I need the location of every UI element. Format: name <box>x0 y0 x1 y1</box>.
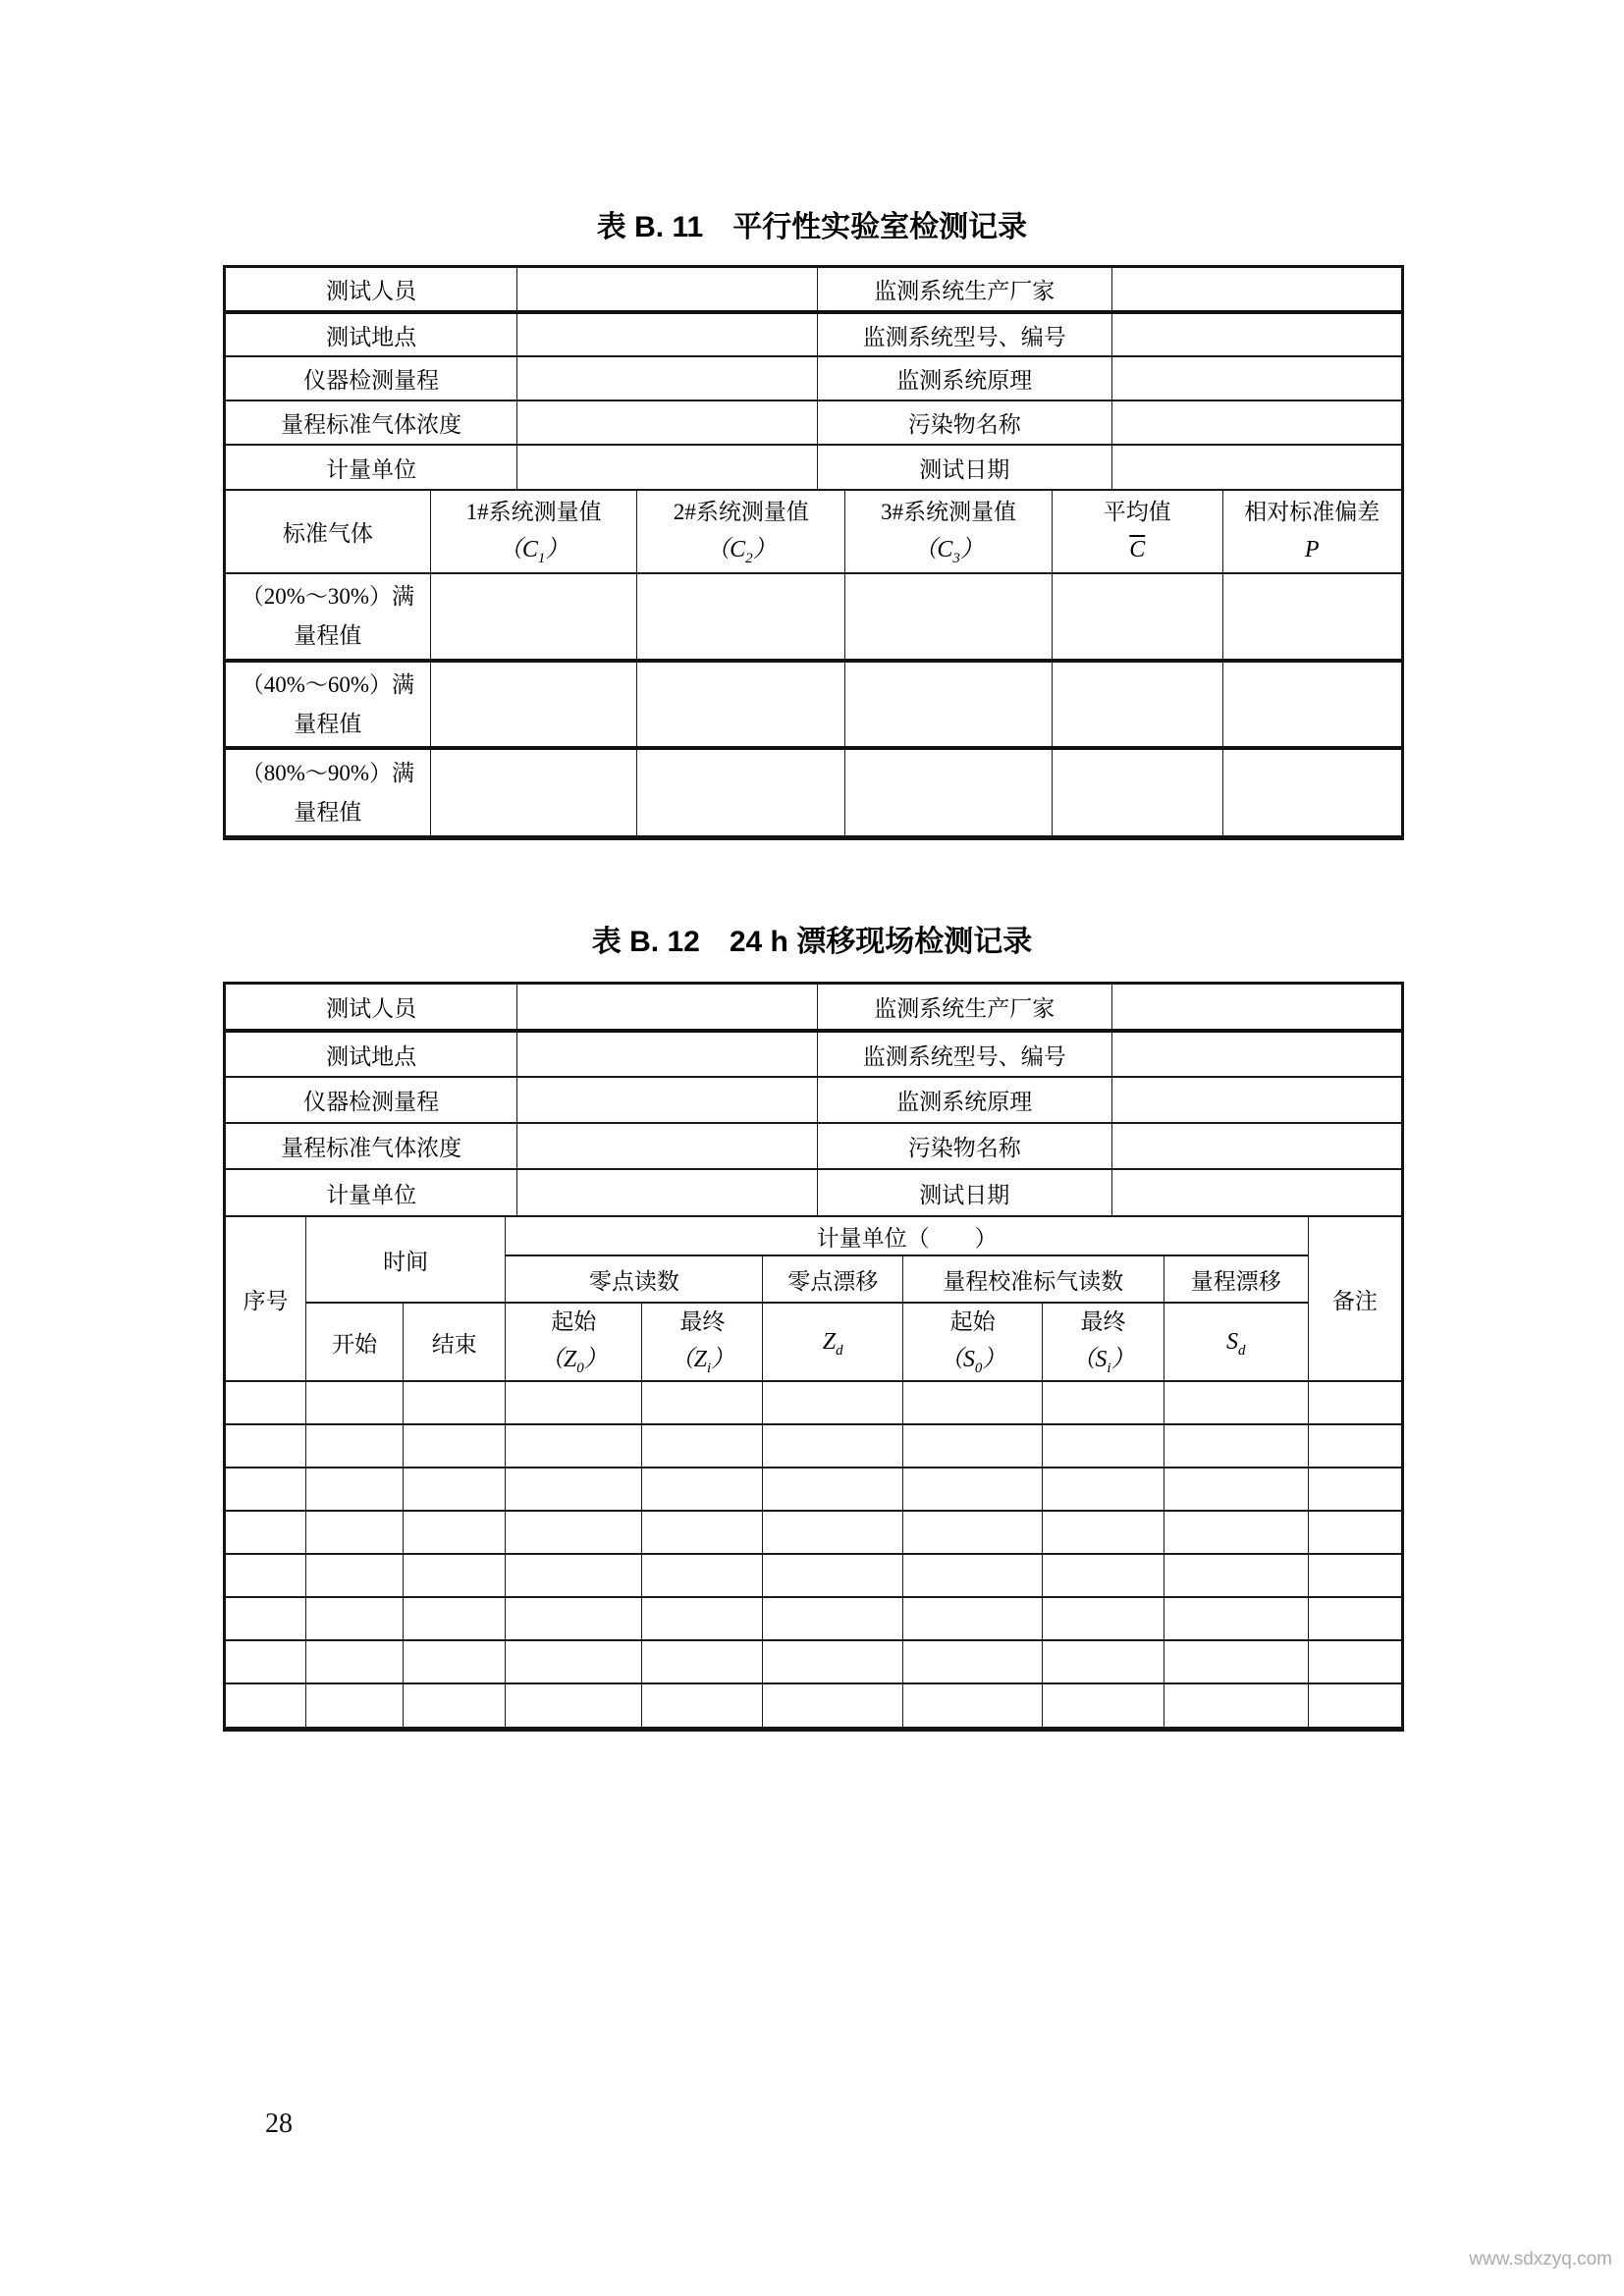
info-label: 计量单位 <box>226 445 517 489</box>
symbol-zi: $(Z_i)$ <box>670 1347 735 1376</box>
empty-cell <box>902 1511 1042 1554</box>
info-label: 测试人员 <box>226 268 517 312</box>
table-row <box>226 1031 1401 1077</box>
table-row <box>226 1169 1401 1215</box>
symbol-z0: $(Z_0)$ <box>539 1347 608 1376</box>
empty-cell <box>226 1554 305 1597</box>
empty-cell <box>763 1468 902 1511</box>
empty-cell <box>226 1468 305 1511</box>
empty-cell <box>1052 661 1222 748</box>
table-row <box>226 748 1401 835</box>
empty-cell <box>637 661 845 748</box>
info-value-cell <box>517 400 817 445</box>
empty-cell <box>305 1511 403 1554</box>
empty-cell <box>226 1381 305 1424</box>
empty-cell <box>506 1640 642 1683</box>
info-value-cell <box>1112 400 1401 445</box>
header-standard-gas: 标准气体 <box>226 490 430 573</box>
header-remark: 备注 <box>1308 1216 1401 1381</box>
empty-cell <box>1164 1683 1308 1727</box>
empty-cell <box>845 573 1053 661</box>
empty-cell <box>845 661 1053 748</box>
empty-cell <box>1043 1683 1164 1727</box>
header-span-reading: 量程校准标气读数 <box>902 1255 1164 1303</box>
table-b11 <box>223 265 1404 840</box>
info-value-cell <box>517 356 817 400</box>
empty-cell <box>404 1683 506 1727</box>
empty-row <box>226 1511 1401 1554</box>
info-label: 量程标准气体浓度 <box>226 1123 517 1169</box>
empty-cell <box>902 1597 1042 1640</box>
info-value-cell <box>1112 268 1401 312</box>
empty-cell <box>642 1597 763 1640</box>
empty-cell <box>1308 1468 1401 1511</box>
empty-cell <box>763 1683 902 1727</box>
header-span-drift: 量程漂移 <box>1164 1255 1308 1303</box>
header-z0: 起始 $(Z_0)$ <box>506 1303 642 1381</box>
table-b11-number: 表 B. 11 <box>596 211 704 243</box>
symbol-c3: $(C_3)$ <box>913 536 984 566</box>
info-value-cell <box>1112 356 1401 400</box>
empty-cell <box>637 748 845 835</box>
table-row <box>226 400 1401 445</box>
table-row <box>226 573 1401 661</box>
empty-cell <box>1043 1511 1164 1554</box>
info-value-cell <box>1112 1169 1401 1215</box>
info-label: 监测系统型号、编号 <box>817 1031 1111 1077</box>
table-row <box>226 1123 1401 1169</box>
empty-cell <box>305 1640 403 1683</box>
empty-cell <box>404 1468 506 1511</box>
empty-row <box>226 1683 1401 1727</box>
t2-body <box>226 1381 1401 1727</box>
empty-cell <box>226 1597 305 1640</box>
info-value-cell <box>1112 445 1401 489</box>
header-si: 最终 $(S_i)$ <box>1043 1303 1164 1381</box>
empty-cell <box>305 1683 403 1727</box>
header-start: 开始 <box>305 1303 403 1381</box>
table-b12-info-grid <box>226 985 1401 1215</box>
empty-cell <box>763 1424 902 1468</box>
header-rsd: 相对标准偏差 P <box>1222 490 1401 573</box>
table-b11-info-grid <box>226 268 1401 489</box>
info-value-cell <box>1112 1123 1401 1169</box>
info-label: 测试日期 <box>817 1169 1111 1215</box>
header-sd <box>1164 1303 1308 1381</box>
info-label: 仪器检测量程 <box>226 1077 517 1123</box>
empty-cell <box>305 1554 403 1597</box>
info-label: 污染物名称 <box>817 1123 1111 1169</box>
header-zero-drift: 零点漂移 <box>763 1255 902 1303</box>
header-row <box>226 1216 1401 1255</box>
empty-cell <box>430 573 637 661</box>
table-b11-measurement-grid <box>226 489 1401 835</box>
info-label: 污染物名称 <box>817 400 1111 445</box>
empty-cell <box>506 1554 642 1597</box>
symbol-zd: $Z_d$ <box>822 1328 843 1359</box>
empty-cell <box>642 1468 763 1511</box>
empty-cell <box>763 1554 902 1597</box>
header-unit: 计量单位（ ） <box>506 1216 1309 1255</box>
empty-cell <box>642 1381 763 1424</box>
empty-cell <box>404 1381 506 1424</box>
empty-cell <box>1164 1424 1308 1468</box>
table-row <box>226 268 1401 312</box>
range-label: （20%～30%）满 量程值 <box>226 573 430 661</box>
header-s0: 起始 $(S_0)$ <box>902 1303 1042 1381</box>
empty-cell <box>1308 1511 1401 1554</box>
header-zd <box>763 1303 902 1381</box>
empty-cell <box>763 1511 902 1554</box>
empty-row <box>226 1424 1401 1468</box>
empty-cell <box>305 1424 403 1468</box>
empty-cell <box>506 1381 642 1424</box>
header-system3: 3#系统测量值 $(C_3)$ <box>845 490 1053 573</box>
header-zi: 最终 $(Z_i)$ <box>642 1303 763 1381</box>
empty-cell <box>1043 1640 1164 1683</box>
range-label: （40%～60%）满 量程值 <box>226 661 430 748</box>
empty-cell <box>506 1511 642 1554</box>
empty-cell <box>506 1597 642 1640</box>
header-system2: 2#系统测量值 $(C_2)$ <box>637 490 845 573</box>
empty-cell <box>1308 1381 1401 1424</box>
info-value-cell <box>1112 985 1401 1031</box>
empty-cell <box>1164 1640 1308 1683</box>
info-label: 监测系统生产厂家 <box>817 268 1111 312</box>
empty-cell <box>305 1597 403 1640</box>
info-value-cell <box>517 1031 817 1077</box>
empty-cell <box>1308 1640 1401 1683</box>
info-value-cell <box>517 445 817 489</box>
empty-cell <box>642 1554 763 1597</box>
empty-row <box>226 1640 1401 1683</box>
symbol-p: P <box>1304 536 1320 562</box>
empty-cell <box>1052 573 1222 661</box>
info-value-cell <box>517 985 817 1031</box>
empty-cell <box>404 1511 506 1554</box>
empty-cell <box>506 1683 642 1727</box>
header-average: 平均值 $\overline{C}$ <box>1052 490 1222 573</box>
info-label: 仪器检测量程 <box>226 356 517 400</box>
header-time: 时间 <box>305 1216 505 1303</box>
info-value-cell <box>517 1077 817 1123</box>
empty-row <box>226 1554 1401 1597</box>
table-b11-title <box>0 202 1624 245</box>
empty-cell <box>226 1511 305 1554</box>
header-row <box>226 1303 1401 1381</box>
empty-cell <box>642 1424 763 1468</box>
empty-cell <box>506 1468 642 1511</box>
symbol-c1: $(C_1)$ <box>498 536 569 566</box>
empty-cell <box>1043 1554 1164 1597</box>
table-b12-drift-grid <box>226 1215 1401 1727</box>
empty-cell <box>226 1640 305 1683</box>
empty-cell <box>1308 1554 1401 1597</box>
empty-cell <box>763 1597 902 1640</box>
info-label: 量程标准气体浓度 <box>226 400 517 445</box>
info-label: 计量单位 <box>226 1169 517 1215</box>
empty-cell <box>902 1554 1042 1597</box>
empty-cell <box>1164 1511 1308 1554</box>
empty-cell <box>1043 1424 1164 1468</box>
empty-cell <box>902 1381 1042 1424</box>
header-zero-reading: 零点读数 <box>506 1255 763 1303</box>
empty-cell <box>404 1424 506 1468</box>
info-value-cell <box>1112 312 1401 356</box>
info-value-cell <box>517 1123 817 1169</box>
empty-cell <box>1164 1468 1308 1511</box>
empty-cell <box>1164 1381 1308 1424</box>
page-number: 28 <box>265 2109 293 2139</box>
table-b12-caption: 24 h 漂移现场检测记录 <box>729 926 1033 958</box>
empty-cell <box>1308 1424 1401 1468</box>
header-system1: 1#系统测量值 $(C_1)$ <box>430 490 637 573</box>
empty-cell <box>845 748 1053 835</box>
empty-cell <box>637 573 845 661</box>
empty-cell <box>404 1597 506 1640</box>
empty-cell <box>404 1640 506 1683</box>
empty-cell <box>642 1511 763 1554</box>
info-value-cell <box>517 1169 817 1215</box>
info-label: 测试地点 <box>226 312 517 356</box>
info-value-cell <box>1112 1031 1401 1077</box>
symbol-sd: $S_d$ <box>1226 1328 1246 1359</box>
info-label: 测试人员 <box>226 985 517 1031</box>
table-row <box>226 1077 1401 1123</box>
empty-cell <box>226 1424 305 1468</box>
header-row <box>226 490 1401 573</box>
empty-cell <box>1043 1381 1164 1424</box>
empty-cell <box>404 1554 506 1597</box>
empty-cell <box>1052 748 1222 835</box>
empty-cell <box>763 1381 902 1424</box>
empty-row <box>226 1468 1401 1511</box>
symbol-s0: $(S_0)$ <box>939 1347 1006 1376</box>
empty-cell <box>902 1640 1042 1683</box>
watermark: www.sdxzyq.com <box>1469 2249 1612 2269</box>
table-row <box>226 356 1401 400</box>
empty-cell <box>1222 661 1401 748</box>
empty-cell <box>1308 1683 1401 1727</box>
empty-cell <box>506 1424 642 1468</box>
table-b11-caption: 平行性实验室检测记录 <box>732 211 1028 243</box>
header-end: 结束 <box>404 1303 506 1381</box>
table-row <box>226 312 1401 356</box>
empty-cell <box>1222 748 1401 835</box>
symbol-c2: $(C_2)$ <box>706 536 777 566</box>
empty-cell <box>1164 1597 1308 1640</box>
table-b12-number: 表 B. 12 <box>591 926 700 958</box>
empty-cell <box>1164 1554 1308 1597</box>
header-serial: 序号 <box>226 1216 305 1381</box>
table-b12-title <box>0 917 1624 960</box>
info-label: 监测系统生产厂家 <box>817 985 1111 1031</box>
empty-cell <box>430 661 637 748</box>
empty-cell <box>1222 573 1401 661</box>
info-value-cell <box>517 312 817 356</box>
table-row <box>226 661 1401 748</box>
empty-cell <box>226 1683 305 1727</box>
table-row <box>226 445 1401 489</box>
info-value-cell <box>517 268 817 312</box>
empty-cell <box>763 1640 902 1683</box>
empty-cell <box>305 1468 403 1511</box>
info-label: 测试地点 <box>226 1031 517 1077</box>
info-label: 监测系统原理 <box>817 1077 1111 1123</box>
empty-cell <box>1043 1597 1164 1640</box>
info-label: 监测系统型号、编号 <box>817 312 1111 356</box>
empty-cell <box>305 1381 403 1424</box>
info-label: 监测系统原理 <box>817 356 1111 400</box>
symbol-c-bar: $\overline{C}$ <box>1129 536 1146 562</box>
empty-cell <box>902 1468 1042 1511</box>
empty-row <box>226 1381 1401 1424</box>
empty-cell <box>1043 1468 1164 1511</box>
empty-cell <box>902 1424 1042 1468</box>
empty-cell <box>642 1640 763 1683</box>
table-b12 <box>223 982 1404 1732</box>
info-value-cell <box>1112 1077 1401 1123</box>
table-row <box>226 985 1401 1031</box>
empty-cell <box>642 1683 763 1727</box>
info-label: 测试日期 <box>817 445 1111 489</box>
empty-cell <box>902 1683 1042 1727</box>
symbol-si: $(S_i)$ <box>1071 1347 1135 1376</box>
empty-cell <box>430 748 637 835</box>
empty-row <box>226 1597 1401 1640</box>
range-label: （80%～90%）满 量程值 <box>226 748 430 835</box>
empty-cell <box>1308 1597 1401 1640</box>
